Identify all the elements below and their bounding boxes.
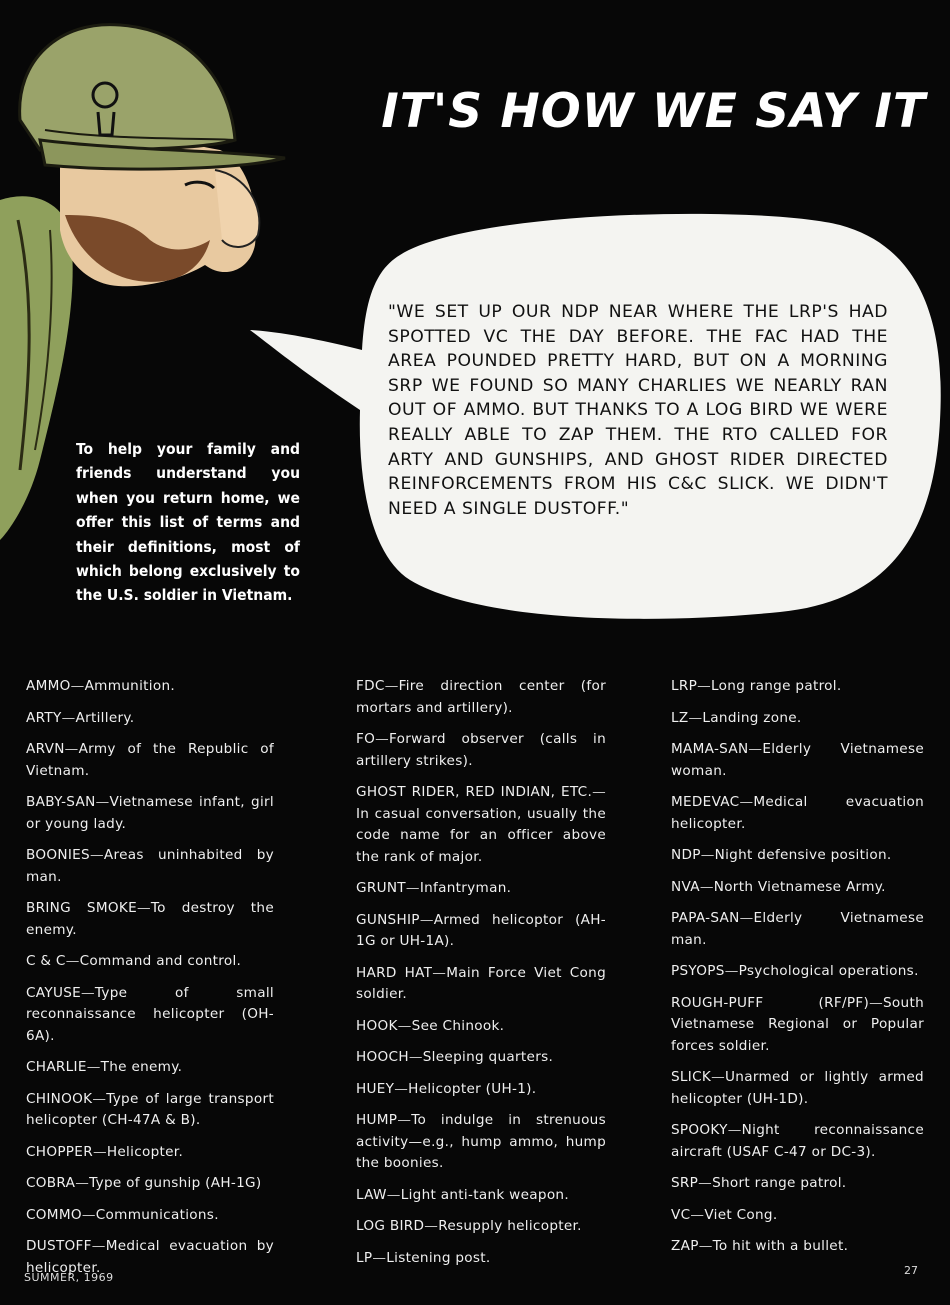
glossary-term: HOOK — [356, 1017, 398, 1034]
em-dash: — — [697, 678, 712, 694]
em-dash: — — [70, 678, 85, 694]
glossary-definition: Helicopter (UH-1). — [408, 1080, 537, 1097]
glossary-entry — [671, 877, 924, 899]
em-dash: — — [75, 1175, 90, 1191]
glossary-term: NVA — [671, 878, 700, 895]
intro-text: To help your family and friends understand you when you return home, we offer this list of terms and their definitions, most of which belong exclusively to the U.S. soldier in Vietnam. — [76, 440, 300, 605]
em-dash: — — [65, 953, 80, 969]
glossary-term: SPOOKY — [671, 1122, 728, 1138]
glossary-definition: Artillery. — [75, 709, 135, 726]
em-dash: — — [89, 847, 104, 863]
em-dash: — — [394, 1080, 409, 1097]
glossary-entry — [26, 845, 274, 888]
glossary-term: HARD HAT — [356, 964, 433, 981]
glossary-entry — [26, 1057, 274, 1079]
glossary-entry — [671, 1120, 924, 1163]
glossary-entry — [671, 993, 924, 1058]
glossary-column-2 — [356, 676, 606, 1279]
glossary-definition: Helicopter. — [106, 1143, 184, 1160]
glossary-definition: North Vietnamese Army. — [713, 878, 886, 895]
em-dash: — — [748, 741, 763, 757]
glossary-term: HUMP — [356, 1112, 398, 1128]
em-dash: — — [92, 1090, 107, 1107]
em-dash: — — [699, 878, 714, 895]
glossary-entry — [26, 898, 274, 941]
glossary-term: HUEY — [356, 1080, 395, 1097]
glossary-entry — [671, 676, 924, 698]
glossary-term: MEDEVAC — [671, 794, 740, 810]
glossary-definition: Communications. — [95, 1206, 219, 1223]
em-dash: — — [386, 1186, 401, 1203]
em-dash: — — [136, 900, 151, 916]
em-dash: — — [86, 1059, 101, 1075]
glossary-definition: In casual conversation, usually the code name for an officer above the rank of major. — [356, 805, 606, 865]
glossary-column-3 — [671, 676, 924, 1268]
glossary-entry — [356, 1047, 606, 1069]
glossary-term: AMMO — [26, 678, 71, 694]
glossary-term: MAMA-SAN — [671, 741, 749, 757]
em-dash: — — [690, 1206, 705, 1223]
glossary-definition: Vietnamese infant, girl or young lady. — [26, 794, 274, 832]
glossary-term: GUNSHIP — [356, 911, 420, 928]
glossary-term: ROUGH-PUFF (RF/PF) — [671, 994, 870, 1011]
glossary-definition: Night defensive position. — [714, 847, 892, 863]
glossary-definition: Type of large transport helicopter (CH-47A & B). — [26, 1090, 274, 1128]
em-dash: — — [384, 678, 399, 694]
page-number: 27 — [904, 1264, 918, 1277]
glossary-entry — [671, 1236, 924, 1258]
em-dash: — — [698, 1175, 713, 1191]
glossary-definition: Ammunition. — [84, 678, 176, 694]
glossary-definition: Elderly Vietnamese man. — [671, 910, 924, 948]
glossary-term: PSYOPS — [671, 963, 725, 979]
em-dash: — — [698, 1238, 713, 1254]
glossary-column-1 — [26, 676, 274, 1289]
glossary-definition: Fire direction center (for mortars and artillery). — [356, 678, 606, 716]
glossary-entry — [356, 729, 606, 772]
glossary-entry — [671, 1067, 924, 1110]
glossary-entry — [26, 708, 274, 730]
glossary-entry — [356, 1185, 606, 1207]
glossary-term: COBRA — [26, 1175, 76, 1191]
em-dash: — — [700, 847, 715, 863]
glossary-term: VC — [671, 1206, 691, 1223]
glossary-definition: Long range patrol. — [711, 678, 842, 694]
glossary-term: CHOPPER — [26, 1143, 93, 1160]
em-dash: — — [711, 1069, 726, 1085]
em-dash: — — [61, 709, 76, 726]
glossary-definition: Main Force Viet Cong soldier. — [356, 964, 606, 1002]
glossary-term: ZAP — [671, 1238, 699, 1254]
glossary-entry — [356, 782, 606, 868]
glossary-entry — [356, 878, 606, 900]
glossary-definition: Landing zone. — [702, 709, 802, 726]
glossary-definition: Army of the Republic of Vietnam. — [26, 741, 274, 779]
glossary-term: LRP — [671, 678, 698, 694]
em-dash: — — [81, 1206, 96, 1223]
glossary-entry — [356, 1216, 606, 1238]
em-dash: — — [408, 1049, 423, 1065]
em-dash: — — [372, 1249, 387, 1266]
em-dash: — — [419, 911, 434, 928]
glossary-term: GHOST RIDER, RED INDIAN, ETC. — [356, 784, 593, 800]
glossary-term: SLICK — [671, 1069, 712, 1085]
em-dash: — — [64, 741, 79, 757]
glossary-definition: Forward observer (calls in artillery strikes). — [356, 731, 606, 769]
glossary-entry — [671, 961, 924, 983]
glossary-entry — [671, 708, 924, 730]
glossary-entry — [26, 792, 274, 835]
glossary-entry — [356, 963, 606, 1006]
glossary-definition: Unarmed or lightly armed helicopter (UH-1D). — [671, 1069, 924, 1107]
glossary-term: ARVN — [26, 741, 65, 757]
glossary-definition: Resupply helicopter. — [438, 1218, 582, 1234]
em-dash: — — [727, 1122, 742, 1138]
em-dash: — — [375, 731, 390, 747]
glossary-term: HOOCH — [356, 1049, 409, 1065]
glossary-entry — [26, 983, 274, 1048]
glossary-term: BABY-SAN — [26, 794, 96, 810]
speech-bubble-quote: "WE SET UP OUR NDP NEAR WHERE THE LRP'S HAD SPOTTED VC THE DAY BEFORE. THE FAC HAD THE AREA POUNDED PRETTY HARD, BUT ON A MORNING SRP WE FOUND SO MANY CHARLIES WE NEARLY RAN OUT OF AMMO. BUT THANKS TO A LOG BIRD WE WERE REALLY ABLE TO ZAP THEM. THE RTO CALLED FOR ARTY AND GUNSHIPS, AND GHOST RIDER DIRECTED REINFORCEMENTS FROM HIS C&C SLICK. WE DIDN'T NEED A SINGLE DUSTOFF." — [388, 302, 888, 519]
glossary-definition: Infantryman. — [419, 880, 512, 896]
glossary-definition: Medical evacuation helicopter. — [671, 794, 924, 832]
glossary-term: GRUNT — [356, 880, 406, 896]
glossary-definition: Psychological operations. — [738, 963, 919, 979]
glossary-entry — [26, 676, 274, 698]
glossary-term: LZ — [671, 709, 689, 726]
glossary-entry — [26, 1173, 274, 1195]
glossary-definition: Type of small reconnaissance helicopter (OH-6A). — [26, 984, 274, 1044]
em-dash: — — [688, 709, 703, 726]
glossary-entry — [356, 1110, 606, 1175]
glossary-term: CAYUSE — [26, 984, 82, 1001]
glossary-term: COMMO — [26, 1206, 82, 1223]
glossary-term: LAW — [356, 1186, 387, 1203]
em-dash: — — [724, 963, 739, 979]
glossary-entry — [356, 1248, 606, 1270]
glossary-definition: Viet Cong. — [704, 1206, 778, 1223]
glossary-entry — [671, 792, 924, 835]
glossary-definition: To hit with a bullet. — [712, 1238, 849, 1254]
glossary-definition: Elderly Vietnamese woman. — [671, 741, 924, 779]
glossary-definition: Sleeping quarters. — [422, 1049, 554, 1065]
em-dash: — — [739, 910, 754, 926]
glossary-term: NDP — [671, 847, 701, 863]
em-dash: — — [739, 794, 754, 810]
glossary-definition: South Vietnamese Regional or Popular forces soldier. — [671, 994, 924, 1054]
glossary-term: FDC — [356, 678, 385, 694]
em-dash: — — [92, 1143, 107, 1160]
glossary-entry — [671, 739, 924, 782]
em-dash: — — [432, 964, 447, 981]
glossary-term: FO — [356, 731, 376, 747]
glossary-entry — [356, 1079, 606, 1101]
glossary-definition: Type of gunship (AH-1G) — [89, 1175, 262, 1191]
glossary-entry — [26, 1142, 274, 1164]
glossary-term: SRP — [671, 1175, 699, 1191]
issue-date: SUMMER, 1969 — [24, 1271, 114, 1284]
glossary-entry — [671, 1173, 924, 1195]
glossary-entry — [26, 739, 274, 782]
em-dash: — — [869, 994, 883, 1011]
glossary-definition: Listening post. — [386, 1249, 491, 1266]
glossary-definition: Command and control. — [79, 953, 242, 969]
glossary-term: LOG BIRD — [356, 1218, 425, 1234]
glossary-entry — [26, 951, 274, 973]
glossary-entry — [671, 845, 924, 867]
glossary-entry — [26, 1205, 274, 1227]
glossary-entry — [356, 910, 606, 953]
glossary-definition: The enemy. — [100, 1059, 183, 1075]
em-dash: — — [592, 784, 606, 800]
glossary-definition: Medical evacuation by helicopter. — [26, 1238, 274, 1276]
em-dash: — — [397, 1112, 412, 1128]
em-dash: — — [397, 1017, 412, 1034]
em-dash: — — [81, 984, 95, 1001]
glossary-term: ARTY — [26, 709, 62, 726]
glossary-definition: Areas uninhabited by man. — [26, 847, 274, 885]
glossary-definition: Night reconnaissance aircraft (USAF C-47 or DC-3). — [671, 1122, 924, 1160]
glossary-term: CHINOOK — [26, 1090, 93, 1107]
em-dash: — — [95, 794, 110, 810]
em-dash: — — [91, 1238, 106, 1254]
glossary-term: BOONIES — [26, 847, 90, 863]
glossary-term: DUSTOFF — [26, 1238, 92, 1254]
headline: IT'S HOW WE SAY IT — [381, 84, 926, 139]
glossary-entry — [671, 908, 924, 951]
em-dash: — — [424, 1218, 439, 1234]
glossary-definition: To indulge in strenuous activity—e.g., hump ammo, hump the boonies. — [356, 1112, 606, 1171]
glossary-entry — [356, 676, 606, 719]
glossary-term: CHARLIE — [26, 1059, 87, 1075]
glossary-definition: Armed helicoptor (AH-1G or UH-1A). — [356, 911, 606, 949]
glossary-definition: Short range patrol. — [712, 1175, 847, 1191]
glossary-term: PAPA-SAN — [671, 910, 740, 926]
glossary-definition: To destroy the enemy. — [26, 900, 274, 938]
glossary-definition: See Chinook. — [411, 1017, 505, 1034]
glossary-entry — [26, 1089, 274, 1132]
glossary-term: LP — [356, 1249, 373, 1266]
glossary-term: C & C — [26, 953, 66, 969]
glossary-term: BRING SMOKE — [26, 900, 137, 916]
glossary-entry — [671, 1205, 924, 1227]
glossary-definition: Light anti-tank weapon. — [400, 1186, 569, 1203]
em-dash: — — [405, 880, 420, 896]
glossary-entry — [356, 1016, 606, 1038]
